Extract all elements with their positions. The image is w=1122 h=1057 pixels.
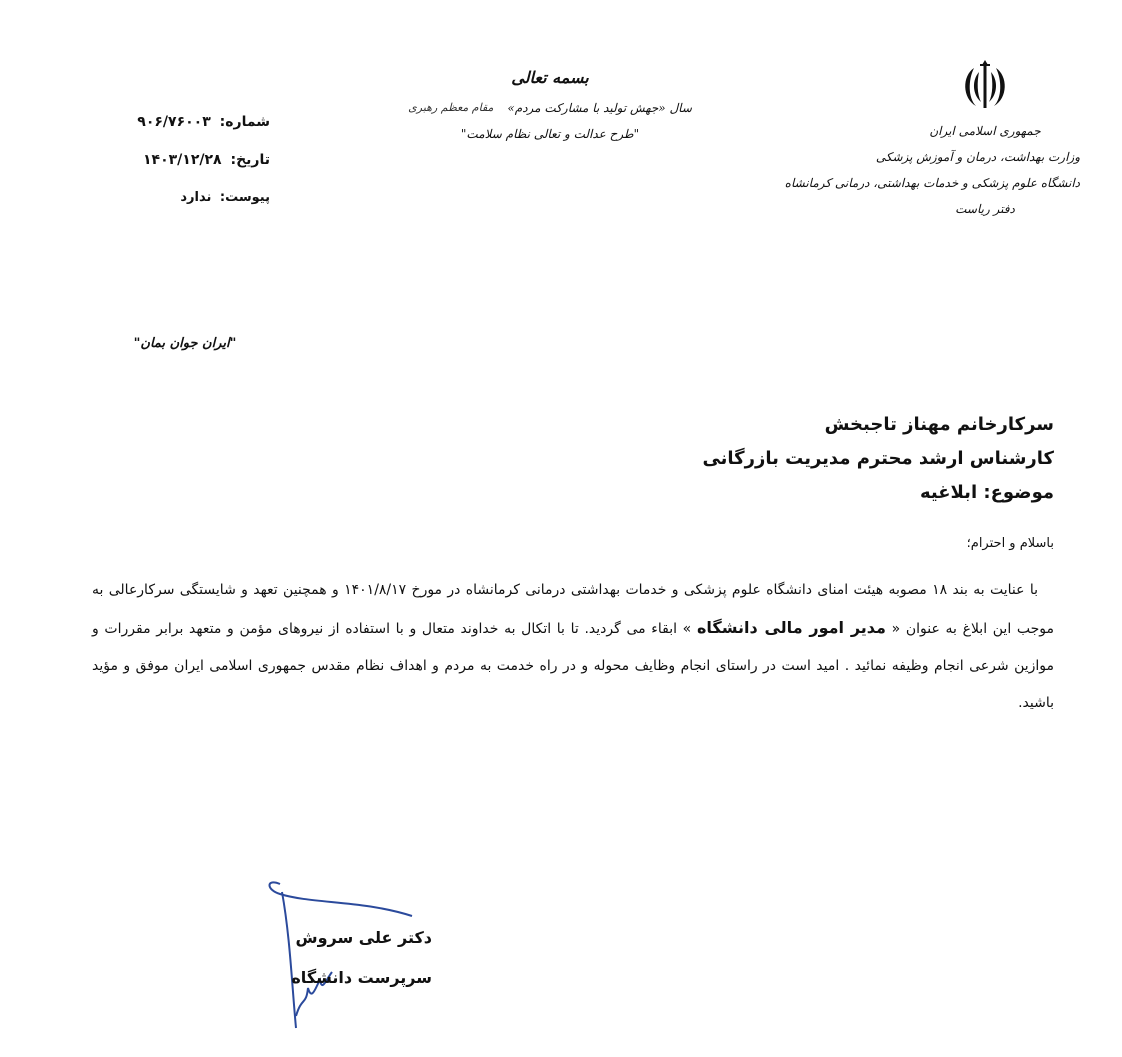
letter-attachment <box>110 190 270 205</box>
subject-label: موضوع: <box>983 482 1054 503</box>
signer-block <box>286 918 432 998</box>
emblem-line-republic: جمهوری اسلامی ایران <box>929 124 1041 138</box>
body-part-2: » ابقاء می گردید. تا با اتکال به خداوند متعال و با استفاده از نیروهای مؤمن و متعهد برابر مقررات و موازین شرعی انجام وظیفه نمائید . امید است در راستای انجام وظایف محوله و در راه خدمت به مردم و اهداف نظام مقدس جمهوری اسلامی ایران موفق و مؤید باشید. <box>92 621 1054 711</box>
attachment-value: ندارد <box>180 190 212 205</box>
emblem-line-office: دفتر ریاست <box>955 202 1015 216</box>
year-slogan-row <box>400 101 700 115</box>
slogan-source: مقام معظم رهبری <box>408 101 494 114</box>
health-plan-slogan: "طرح عدالت و تعالی نظام سلامت" <box>460 127 640 141</box>
motto: "ایران جوان بمان" <box>133 336 237 351</box>
letter-number-label: شماره: <box>219 114 270 130</box>
letter-date <box>110 152 270 168</box>
letterhead-emblem-block <box>784 58 1080 222</box>
signer-name: دکتر علی سروش <box>295 928 432 947</box>
letter-number-value: ۹۰۶/۷۶۰۰۳ <box>137 114 211 130</box>
letter-number <box>110 114 270 130</box>
iran-emblem-icon <box>960 58 1010 114</box>
bismillah: بسمه تعالی <box>511 68 589 87</box>
signer-title: سرپرست دانشگاه <box>291 968 432 987</box>
body-part-1: با عنایت به بند ۱۸ مصوبه هیئت امنای دانشگاه علوم پزشکی و خدمات بهداشتی درمانی کرمانشاه در مورخ ۱۴۰۱/۸/۱۷ و همچنین تعهد و شایستگی سرکارعالی به موجب این ابلاغ به عنوان « <box>92 582 1055 637</box>
greeting: باسلام و احترام؛ <box>966 536 1054 551</box>
emblem-line-university: دانشگاه علوم پزشکی و خدمات بهداشتی، درمانی کرمانشاه <box>784 176 1080 190</box>
subject-line <box>454 476 1054 510</box>
subject-value: ابلاغیه <box>919 482 978 503</box>
recipient-title: کارشناس ارشد محترم مدیریت بازرگانی <box>702 448 1054 469</box>
letter-body <box>92 572 1054 722</box>
year-slogan: سال «جهش تولید با مشارکت مردم» <box>507 101 692 115</box>
attachment-label: پیوست: <box>219 190 270 205</box>
letter-date-label: تاریخ: <box>230 152 270 168</box>
letter-meta <box>110 114 270 227</box>
letter-date-value: ۱۴۰۳/۱۲/۲۸ <box>143 152 222 168</box>
recipient-name: سرکارخانم مهناز تاجبخش <box>824 414 1054 435</box>
recipient-block <box>454 408 1054 510</box>
letterhead-center <box>400 68 700 141</box>
position-title: مدیر امور مالی دانشگاه <box>696 618 886 637</box>
emblem-line-ministry: وزارت بهداشت، درمان و آموزش پزشکی <box>875 150 1080 164</box>
